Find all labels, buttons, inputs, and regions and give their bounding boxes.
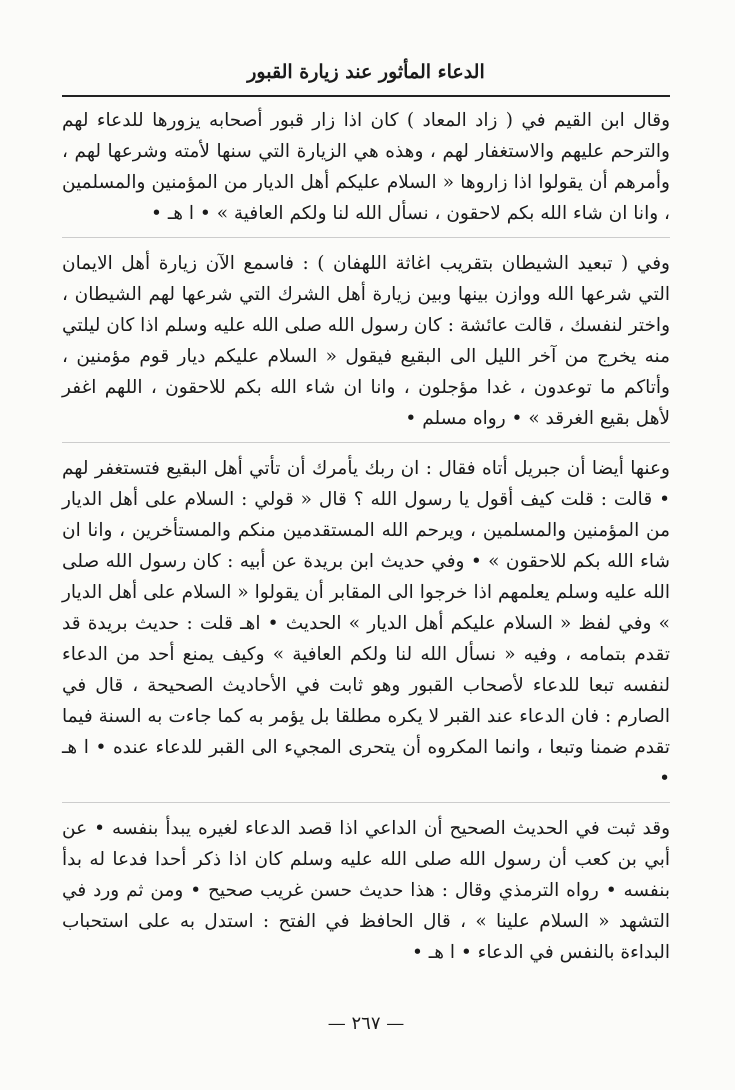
paragraph-divider	[62, 442, 670, 443]
paragraph-3: وعنها أيضا أن جبريل أتاه فقال : ان ربك يأمرك أن تأتي أهل البقيع فتستغفر لهم • قالت : قلت كيف أقول يا رسول الله ؟ قال « قولي : السلام على أهل الديار من المؤمنين والمسلمين ، ويرحم الله المستقدمين منكم والمستأخرين ، وانا ان شاء الله بكم للاحقون » • وفي حديث ابن بريدة عن أبيه : كان رسول الله صلى الله عليه وسلم يعلمهم اذا خرجوا الى المقابر أن يقولوا « السلام على أهل الديار » وفي لفظ « السلام عليكم أهل الديار » الحديث • اهـ قلت : حديث بريدة قد تقدم بتمامه ، وفيه « نسأل الله لنا ولكم العافية » وكيف يمنع أحد من الدعاء لنفسه تبعا للدعاء لأصحاب القبور وهو ثابت في الأحاديث الصحيحة ، قال في الصارم : فان الدعاء عند القبر لا يكره مطلقا بل يؤمر به كما جاءت به السنة فيما تقدم ضمنا وتبعا ، وانما المكروه أن يتحرى المجيء الى القبر للدعاء عنده • ا هـ •	[62, 458, 670, 789]
paragraph-divider	[62, 802, 670, 803]
paragraph-4: وقد ثبت في الحديث الصحيح أن الداعي اذا قصد الدعاء لغيره يبدأ بنفسه • عن أبي بن كعب أن رسول الله صلى الله عليه وسلم كان اذا ذكر أحدا فدعا له بدأ بنفسه • رواه الترمذي وقال : هذا حديث حسن غريب صحيح • ومن ثم ورد في التشهد « السلام علينا » ، قال الحافظ في الفتح : استدل به على استحباب البداءة بالنفس في الدعاء • ا هـ •	[62, 818, 670, 963]
page-number: — ٢٦٧ —	[327, 1013, 405, 1034]
header-rule	[62, 95, 670, 97]
book-page	[62, 55, 670, 1045]
paragraph-1: وقال ابن القيم في ( زاد المعاد ) كان اذا زار قبور أصحابه يزورها للدعاء لهم والترحم عليهم والاستغفار لهم ، وهذه هي الزيارة التي سنها لأمته وشرعها لهم ، وأمرهم أن يقولوا اذا زاروها « السلام عليكم أهل الديار من المؤمنين والمسلمين ، وانا ان شاء الله بكم لاحقون ، نسأل الله لنا ولكم العافية » • ا هـ •	[62, 110, 670, 224]
paragraph-divider	[62, 237, 670, 238]
paragraph-2: وفي ( تبعيد الشيطان بتقريب اغاثة اللهفان ) : فاسمع الآن زيارة أهل الايمان التي شرعها الله ووازن بينها وبين زيارة أهل الشرك التي شرعها لهم الشيطان ، واختر لنفسك ، قالت عائشة : كان رسول الله صلى الله عليه وسلم اذا كان ليلتي منه يخرج من آخر الليل الى البقيع فيقول « السلام عليكم ديار قوم مؤمنين ، وأتاكم ما توعدون ، غدا مؤجلون ، وانا ان شاء الله بكم للاحقون ، اللهم اغفر لأهل بقيع الغرقد » • رواه مسلم •	[62, 253, 670, 429]
running-header: الدعاء المأثور عند زيارة القبور	[247, 61, 485, 83]
